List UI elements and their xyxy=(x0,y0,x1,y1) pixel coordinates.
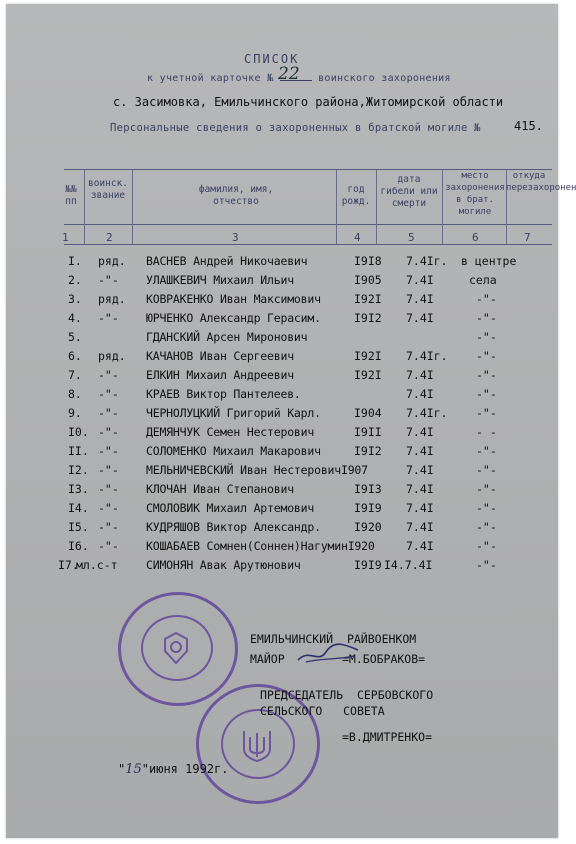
cell-place: -"- xyxy=(476,406,497,420)
cell-place: -"- xyxy=(476,539,497,553)
location-line: с. Засимовка, Емильчинского района,Житомирской области xyxy=(113,95,504,109)
card-ref-prefix: к учетной карточке № xyxy=(147,73,274,84)
cell-name: УЛАШКЕВИЧ Михаил Ильич xyxy=(146,273,294,287)
cell-rank: -"- xyxy=(98,406,119,420)
cell-name: СОЛОМЕНКО Михаил Макарович xyxy=(146,444,321,458)
cell-date: 7.4I xyxy=(406,368,434,382)
cell-year: I9II xyxy=(354,425,382,439)
table-numbers-rule xyxy=(64,244,552,245)
cell-name: КУДРЯШОВ Виктор Александр. xyxy=(146,520,321,534)
cell-place: -"- xyxy=(476,311,497,325)
cell-rank: -"- xyxy=(98,387,119,401)
signer2-name: =В.ДМИТРЕНКО= xyxy=(342,730,433,744)
cell-name: ГДАНСКИЙ Арсен Миронович xyxy=(146,330,308,344)
cell-date: 7.4Iг. xyxy=(406,406,448,420)
cell-date: 7.4I xyxy=(406,463,434,477)
signature-org-2 xyxy=(260,688,433,702)
col-header-number: №№ пп xyxy=(65,184,77,207)
cell-name: ВАСНЕВ Андрей Никочаевич xyxy=(146,254,308,268)
cell-year: I9I9 xyxy=(354,558,382,572)
signer1-name: =М.БОБРАКОВ= xyxy=(342,652,426,666)
cell-place: -"- xyxy=(476,501,497,515)
col-number: 6 xyxy=(472,231,479,244)
col-divider xyxy=(442,170,443,244)
trident-icon xyxy=(241,727,273,763)
cell-rank: -"- xyxy=(98,482,119,496)
col-header-origin: откуда перезахоронен xyxy=(506,171,576,193)
col-divider xyxy=(336,170,337,244)
cell-number: 7. xyxy=(68,368,82,382)
cell-number: I0. xyxy=(68,425,89,439)
cell-place: -"- xyxy=(476,330,497,344)
cell-rank: ряд. xyxy=(98,254,126,268)
cell-rank: -"- xyxy=(98,368,119,382)
cell-place: -"- xyxy=(476,558,497,572)
cell-number: 3. xyxy=(68,292,82,306)
cell-rank: -"- xyxy=(98,444,119,458)
cell-place: -"- xyxy=(476,349,497,363)
cell-year: I92I xyxy=(354,292,382,306)
table-header-rule xyxy=(64,224,552,225)
col-divider xyxy=(84,170,85,244)
cell-date: 7.4I xyxy=(406,292,434,306)
cell-rank: -"- xyxy=(98,311,119,325)
date-quote: " xyxy=(118,762,126,776)
cell-place: - - xyxy=(476,425,497,439)
cell-name: ДЕМЯНЧУК Семен Нестерович xyxy=(146,425,315,439)
cell-year: I9I8 xyxy=(354,254,382,268)
org2-village: СЕЛЬСКОГО xyxy=(260,704,323,718)
cell-date: 7.4I xyxy=(406,425,434,439)
col-header-rank: воинск. звание xyxy=(87,178,129,201)
col-header-year: год рожд. xyxy=(341,184,371,207)
cell-name: СМОЛОВИК Михаил Артемович xyxy=(146,501,315,515)
org1-title: РАЙВОЕНКОМ xyxy=(346,632,417,646)
cell-number: I. xyxy=(68,254,82,268)
cell-year: I905 xyxy=(354,273,382,287)
cell-number: I5. xyxy=(68,520,89,534)
cell-rank: -"- xyxy=(98,463,119,477)
cell-number: II. xyxy=(68,444,89,458)
col-number: 3 xyxy=(232,231,239,244)
cell-number: 4. xyxy=(68,311,82,325)
cell-number: 2. xyxy=(68,273,82,287)
cell-place: -"- xyxy=(476,482,497,496)
cell-number: I6. xyxy=(68,539,89,553)
cell-number: 9. xyxy=(68,406,82,420)
cell-name: КРАЕВ Виктор Пантелеев. xyxy=(146,387,301,401)
cell-name: СИМОНЯН Авак Арутюнович xyxy=(146,558,301,572)
cell-place: -"- xyxy=(476,387,497,401)
org2-title: ПРЕДСЕДАТЕЛЬ xyxy=(260,688,344,702)
cell-year: I9I9 xyxy=(354,501,382,515)
col-header-place: место захоронения в брат. могиле xyxy=(445,171,505,217)
cell-rank: мл.с-т xyxy=(76,558,118,572)
cell-name: КОВРАКЕНКО Иван Максимович xyxy=(146,292,321,306)
cell-number: I3. xyxy=(68,482,89,496)
cell-date: 7.4I xyxy=(406,501,434,515)
cell-place: -"- xyxy=(476,444,497,458)
cell-date: 7.4I xyxy=(406,482,434,496)
card-number: 22 xyxy=(278,64,300,84)
col-number: 7 xyxy=(524,231,531,244)
cell-name: ЕЛКИН Михаил Андреевич xyxy=(146,368,294,382)
cell-year: I9I2 xyxy=(354,444,382,458)
cell-date: 7.4Iг. xyxy=(406,254,448,268)
cell-date: I4.7.4I xyxy=(384,558,433,572)
table-row xyxy=(6,558,570,580)
round-seal-council xyxy=(196,684,323,804)
org1-name: ЕМИЛЬЧИНСКИЙ xyxy=(250,632,334,646)
cell-rank: ряд. xyxy=(98,292,126,306)
cell-place: села xyxy=(469,273,497,287)
cell-name: ЧЕРНОЛУЦКИЙ Григорий Карл. xyxy=(146,406,321,420)
cell-rank: -"- xyxy=(98,273,119,287)
org2-council: СОВЕТА xyxy=(343,704,385,718)
cell-date: 7.4I xyxy=(406,520,434,534)
col-header-date: дата гибели или смерти xyxy=(380,174,438,209)
cell-place: -"- xyxy=(476,292,497,306)
cell-year: I9I2 xyxy=(354,311,382,325)
cell-date: 7.4I xyxy=(406,539,434,553)
cell-year: I9I3 xyxy=(354,482,382,496)
signature-line-1 xyxy=(250,652,285,666)
emblem-icon xyxy=(161,631,191,665)
doc-title: СПИСОК xyxy=(244,52,300,66)
col-divider xyxy=(376,170,377,244)
signature-1-scribble xyxy=(296,640,360,668)
cell-rank: -"- xyxy=(98,501,119,515)
col-number: 4 xyxy=(354,231,361,244)
cell-place: -"- xyxy=(476,463,497,477)
cell-date: 7.4Iг. xyxy=(406,349,448,363)
col-number: 1 xyxy=(62,231,69,244)
cell-date: 7.4I xyxy=(406,273,434,287)
cell-year: I92I xyxy=(354,368,382,382)
cell-number: I4. xyxy=(68,501,89,515)
document-sheet xyxy=(6,4,576,838)
cell-rank: ряд. xyxy=(98,349,126,363)
cell-year: I920 xyxy=(354,520,382,534)
cell-year: I92I xyxy=(354,349,382,363)
cell-rank: -"- xyxy=(98,539,119,553)
grave-number: 415. xyxy=(514,119,543,133)
document-date xyxy=(118,762,228,777)
cell-rank: -"- xyxy=(98,520,119,534)
cell-name: МЕЛЬНИЧЕВСКИЙ Иван НестеровичI907 xyxy=(146,463,368,477)
round-seal-military xyxy=(118,592,238,706)
cell-name: КОШАБАЕВ Сомнен(Соннен)НагуминI920 xyxy=(146,539,375,553)
org2-name: СЕРБОВСКОГО xyxy=(356,688,434,702)
cell-rank: -"- xyxy=(98,425,119,439)
col-header-name: фамилия, имя, отчество xyxy=(198,184,274,207)
cell-date: 7.4I xyxy=(406,444,434,458)
signature-org-2b xyxy=(260,704,385,718)
cell-name: ЮРЧЕНКО Александр Герасим. xyxy=(146,311,321,325)
cell-date: 7.4I xyxy=(406,387,434,401)
card-ref-suffix: воинского захоронения xyxy=(318,73,451,84)
cell-name: КАЧАНОВ Иван Сергеевич xyxy=(146,349,294,363)
col-number: 2 xyxy=(106,231,113,244)
cell-date: 7.4I xyxy=(406,311,434,325)
col-number: 5 xyxy=(408,231,415,244)
cell-year: I904 xyxy=(354,406,382,420)
cell-place: в центре xyxy=(461,254,517,268)
cell-number: 5. xyxy=(68,330,82,344)
date-month-year: "июня 1992г. xyxy=(141,762,229,776)
cell-number: 6. xyxy=(68,349,82,363)
cell-number: I2. xyxy=(68,463,89,477)
personal-info-line: Персональные сведения о захороненных в братской могиле № xyxy=(110,122,481,134)
cell-name: КЛОЧАН Иван Степанович xyxy=(146,482,294,496)
date-day: 15 xyxy=(125,762,142,777)
cell-place: -"- xyxy=(476,520,497,534)
cell-number: 8. xyxy=(68,387,82,401)
cell-place: -"- xyxy=(476,368,497,382)
col-divider xyxy=(132,170,133,244)
cell-number: I7. xyxy=(58,558,79,572)
signer1-rank: МАЙОР xyxy=(250,652,285,666)
